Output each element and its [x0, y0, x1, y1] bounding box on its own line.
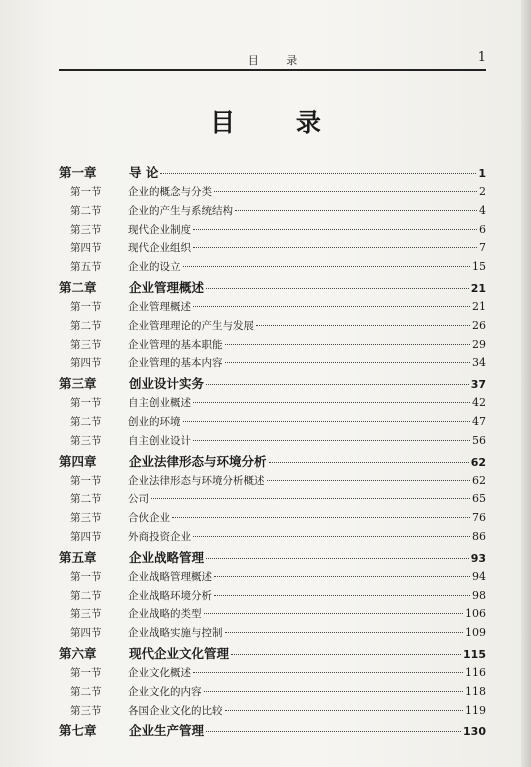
- toc-entry-label: [59, 665, 191, 680]
- toc-entry-number: 第三节: [70, 223, 102, 236]
- toc-entry-number: 第四节: [70, 530, 102, 543]
- toc-entry-number: 第二节: [70, 319, 102, 332]
- dot-leader: [214, 576, 470, 577]
- dot-leader: [151, 498, 470, 499]
- toc-entry-label: [59, 414, 181, 429]
- toc-entry-number: 第一节: [70, 666, 102, 679]
- toc-entry-label: [59, 318, 254, 333]
- dot-leader: [193, 672, 463, 673]
- toc-entry-title: 企业管理概述: [129, 279, 205, 295]
- toc-entry-label: [59, 222, 191, 237]
- toc-entry-page: 7: [479, 241, 486, 255]
- toc-entry-title: 企业的概念与分类: [128, 186, 212, 198]
- dot-leader: [225, 362, 471, 363]
- toc-section-entry: [59, 395, 486, 414]
- toc-entry-page: 21: [470, 281, 486, 295]
- toc-entry-number: 第二章: [59, 279, 97, 295]
- toc-entry-label: [59, 529, 191, 544]
- dot-leader: [206, 558, 469, 559]
- toc-entry-number: 第三节: [70, 608, 102, 621]
- toc-section-entry: [59, 433, 486, 452]
- toc-entry-title: 现代企业制度: [128, 223, 191, 236]
- toc-entry-title: 各国企业文化的比较: [128, 704, 223, 717]
- toc-entry-number: 第四章: [59, 453, 97, 469]
- toc-entry-title: 外商投资企业: [128, 530, 191, 543]
- toc-entry-page: 116: [465, 665, 486, 679]
- toc-section-entry: [59, 318, 486, 337]
- toc-entry-page: 6: [479, 222, 486, 236]
- toc-chapter-entry: [59, 278, 486, 299]
- dot-leader: [225, 344, 471, 345]
- dot-leader: [225, 632, 464, 633]
- toc-entry-number: 第二节: [70, 685, 102, 698]
- toc-entry-title: 创业设计实务: [129, 376, 205, 392]
- toc-entry-page: 34: [472, 356, 486, 370]
- toc-entry-label: [59, 510, 170, 525]
- toc-entry-number: 第一节: [70, 186, 102, 198]
- toc-entry-number: 第七章: [59, 723, 97, 739]
- toc-entry-title: 合伙企业: [128, 512, 170, 525]
- dot-leader: [214, 191, 477, 192]
- toc-entry-title: 企业管理概述: [128, 300, 191, 313]
- toc-entry-number: 第六章: [59, 645, 97, 661]
- toc-entry-number: 第三节: [70, 434, 102, 447]
- toc-entry-title: 企业战略实施与控制: [128, 627, 223, 640]
- dot-leader: [231, 654, 461, 655]
- toc-entry-label: [59, 203, 233, 218]
- dot-leader: [160, 173, 476, 174]
- toc-entry-number: 第四节: [70, 357, 102, 370]
- toc-chapter-entry: [59, 721, 486, 742]
- toc-entry-label: [59, 337, 223, 352]
- dot-leader: [193, 402, 470, 403]
- toc-entry-number: 第三节: [70, 512, 102, 525]
- dot-leader: [206, 731, 461, 732]
- dot-leader: [214, 595, 470, 596]
- toc-entry-title: 自主创业设计: [128, 434, 191, 447]
- toc-section-entry: [59, 703, 486, 722]
- toc-entry-title: 公司: [128, 493, 149, 506]
- toc-entry-label: [59, 569, 212, 584]
- toc-entry-page: 62: [470, 455, 486, 469]
- toc-entry-label: [59, 163, 158, 181]
- toc-entry-page: 93: [470, 551, 486, 565]
- toc-section-entry: [59, 588, 486, 607]
- toc-entry-label: [59, 548, 204, 566]
- toc-entry-label: [59, 684, 202, 699]
- toc-section-entry: [59, 510, 486, 529]
- toc-entry-title: 企业法律形态与环境分析: [129, 453, 267, 469]
- toc-entry-label: [59, 452, 267, 470]
- toc-entry-title: 企业战略环境分析: [128, 589, 212, 602]
- running-header-page-number: 1: [477, 50, 486, 65]
- toc-entry-page: 76: [472, 511, 486, 525]
- toc-entry-page: 115: [463, 647, 486, 661]
- toc-entry-label: [59, 259, 181, 274]
- running-header-title: 目 录: [247, 54, 310, 67]
- toc-chapter-entry: [59, 452, 486, 473]
- toc-entry-number: 第一节: [70, 474, 102, 487]
- toc-entry-title: 自主创业概述: [128, 397, 191, 410]
- toc-entry-number: 第四节: [70, 242, 102, 255]
- toc-section-entry: [59, 491, 486, 510]
- table-of-contents: [59, 163, 486, 742]
- toc-entry-title: 现代企业文化管理: [129, 645, 230, 661]
- toc-entry-title: 企业文化的内容: [128, 685, 202, 698]
- dot-leader: [204, 691, 464, 692]
- toc-entry-page: 4: [479, 203, 486, 217]
- toc-section-entry: [59, 529, 486, 548]
- toc-chapter-entry: [59, 548, 486, 569]
- toc-entry-title: 企业的产生与系统结构: [128, 204, 233, 217]
- toc-section-entry: [59, 684, 486, 703]
- toc-section-entry: [59, 184, 486, 203]
- dot-leader: [193, 247, 477, 248]
- running-header: [59, 50, 486, 68]
- toc-entry-page: 37: [470, 378, 486, 392]
- toc-entry-label: [59, 355, 223, 370]
- toc-section-entry: [59, 355, 486, 374]
- toc-section-entry: [59, 299, 486, 318]
- toc-entry-page: 62: [472, 473, 486, 487]
- toc-entry-number: 第一节: [70, 397, 102, 410]
- toc-entry-label: [59, 240, 191, 255]
- toc-entry-label: [59, 491, 149, 506]
- toc-section-entry: [59, 222, 486, 241]
- toc-entry-number: 第一节: [70, 300, 102, 313]
- toc-entry-number: 第五章: [59, 549, 97, 565]
- toc-entry-title: 企业的设立: [128, 261, 181, 274]
- dot-leader: [235, 210, 477, 211]
- toc-entry-page: 47: [472, 414, 486, 428]
- toc-entry-page: 98: [472, 588, 486, 602]
- toc-entry-number: 第一节: [70, 570, 102, 583]
- toc-entry-title: 企业生产管理: [129, 723, 205, 739]
- toc-entry-title: 创业的环境: [128, 415, 181, 428]
- toc-entry-number: 第三章: [59, 376, 97, 392]
- toc-entry-label: [59, 625, 223, 640]
- toc-entry-title: 导 论: [129, 165, 159, 180]
- dot-leader: [172, 517, 470, 518]
- dot-leader: [193, 229, 477, 230]
- dot-leader: [193, 440, 470, 441]
- dot-leader: [225, 710, 464, 711]
- toc-entry-label: [59, 374, 204, 392]
- toc-section-entry: [59, 473, 486, 492]
- toc-chapter-entry: [59, 644, 486, 665]
- toc-entry-label: [59, 644, 229, 662]
- toc-section-entry: [59, 665, 486, 684]
- toc-entry-page: 1: [478, 167, 486, 180]
- toc-entry-page: 86: [472, 529, 486, 543]
- dot-leader: [183, 421, 471, 422]
- toc-entry-title: 企业管理理论的产生与发展: [128, 319, 254, 332]
- dot-leader: [183, 266, 471, 267]
- toc-entry-page: 65: [472, 492, 486, 506]
- toc-entry-page: 106: [465, 607, 486, 621]
- toc-entry-label: [59, 433, 191, 448]
- toc-chapter-entry: [59, 374, 486, 395]
- toc-section-entry: [59, 606, 486, 625]
- dot-leader: [269, 462, 469, 463]
- toc-entry-page: 119: [465, 703, 486, 717]
- toc-entry-title: 企业管理的基本职能: [128, 338, 223, 351]
- toc-entry-page: 42: [472, 396, 486, 410]
- toc-section-entry: [59, 240, 486, 259]
- toc-entry-number: 第一章: [59, 165, 97, 180]
- toc-entry-label: [59, 588, 212, 603]
- toc-chapter-entry: [59, 163, 486, 184]
- toc-entry-number: 第二节: [70, 204, 102, 217]
- toc-section-entry: [59, 259, 486, 278]
- dot-leader: [206, 288, 469, 289]
- toc-entry-page: 118: [465, 684, 486, 698]
- toc-entry-label: [59, 278, 204, 296]
- toc-entry-title: 现代企业组织: [128, 242, 191, 255]
- header-rule: [59, 69, 486, 71]
- toc-entry-number: 第二节: [70, 589, 102, 602]
- toc-entry-title: 企业管理的基本内容: [128, 357, 223, 370]
- toc-entry-title: 企业法律形态与环境分析概述: [128, 474, 265, 487]
- dot-leader: [206, 384, 469, 385]
- toc-entry-page: 2: [479, 185, 486, 198]
- toc-entry-number: 第五节: [70, 261, 102, 274]
- dot-leader: [256, 325, 470, 326]
- toc-entry-page: 26: [472, 318, 486, 332]
- page-title: 目 录: [210, 108, 347, 137]
- toc-section-entry: [59, 203, 486, 222]
- toc-entry-title: 企业战略管理: [129, 549, 205, 565]
- toc-entry-label: [59, 721, 204, 739]
- toc-entry-label: [59, 473, 265, 488]
- toc-entry-page: 109: [465, 626, 486, 640]
- toc-entry-label: [59, 703, 223, 718]
- toc-entry-label: [59, 606, 202, 621]
- dot-leader: [204, 613, 464, 614]
- toc-entry-title: 企业文化概述: [128, 666, 191, 679]
- dot-leader: [193, 306, 470, 307]
- toc-entry-page: 21: [472, 299, 486, 313]
- toc-entry-number: 第四节: [70, 627, 102, 640]
- toc-section-entry: [59, 569, 486, 588]
- toc-entry-page: 56: [472, 433, 486, 447]
- toc-entry-label: [59, 184, 212, 199]
- toc-entry-number: 第二节: [70, 493, 102, 506]
- toc-section-entry: [59, 337, 486, 356]
- toc-entry-page: 130: [463, 725, 486, 739]
- toc-section-entry: [59, 414, 486, 433]
- toc-entry-number: 第三节: [70, 704, 102, 717]
- toc-section-entry: [59, 625, 486, 644]
- toc-entry-label: [59, 299, 191, 314]
- toc-entry-number: 第二节: [70, 415, 102, 428]
- dot-leader: [267, 480, 471, 481]
- toc-entry-page: 15: [472, 260, 486, 274]
- toc-entry-label: [59, 395, 191, 410]
- toc-entry-page: 29: [472, 337, 486, 351]
- toc-entry-title: 企业战略的类型: [128, 608, 202, 621]
- toc-entry-title: 企业战略管理概述: [128, 570, 212, 583]
- toc-entry-page: 94: [472, 569, 486, 583]
- dot-leader: [193, 536, 470, 537]
- toc-entry-number: 第三节: [70, 338, 102, 351]
